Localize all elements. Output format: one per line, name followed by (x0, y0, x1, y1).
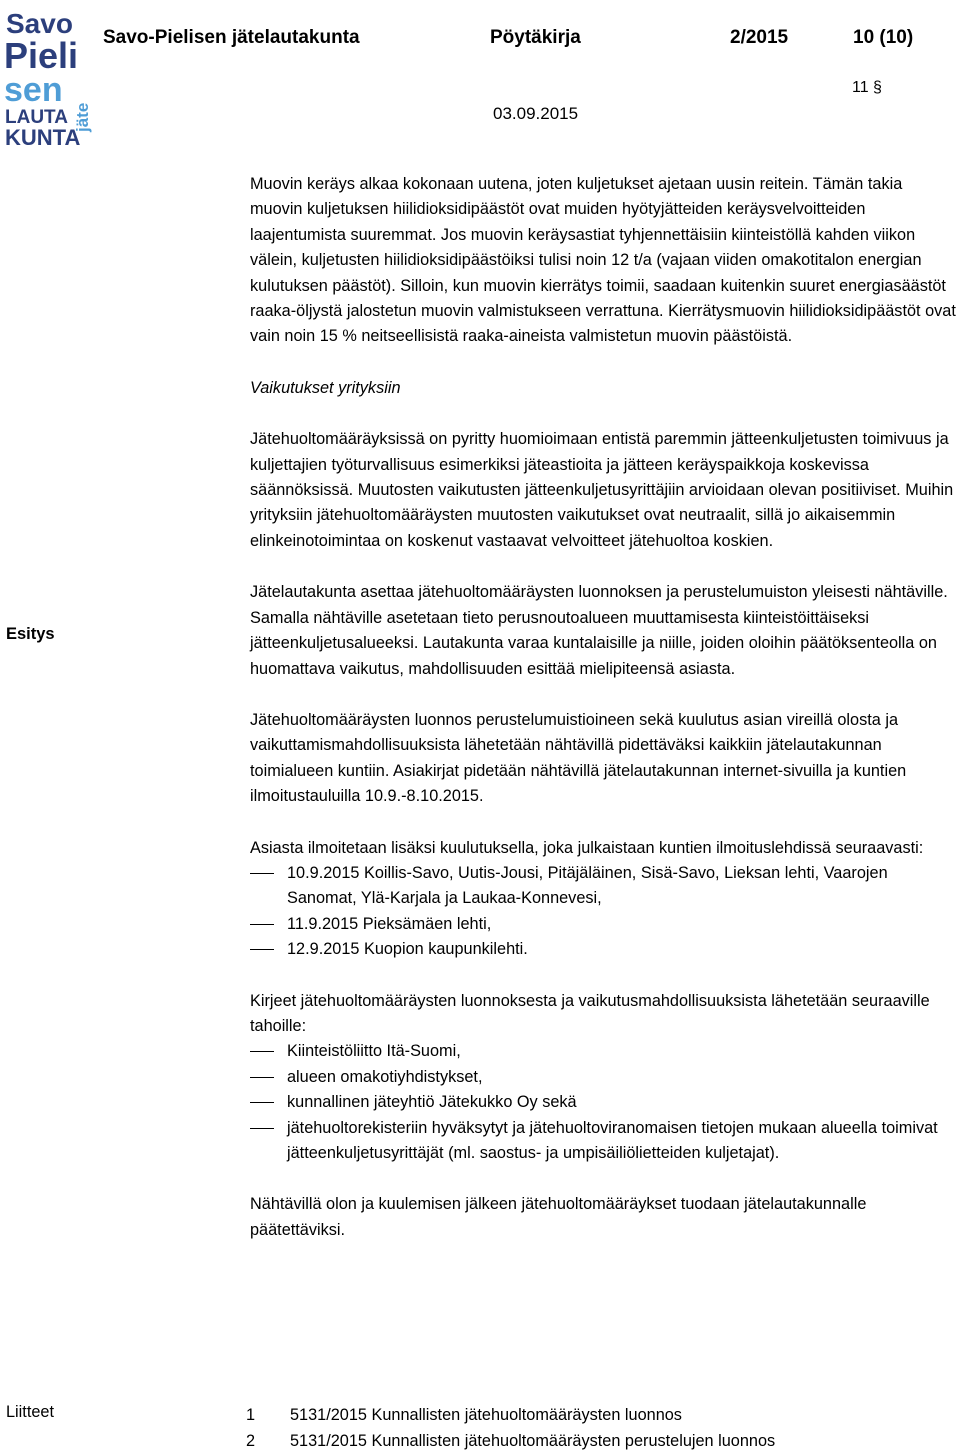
logo-text-pieli: Pieli (4, 35, 78, 76)
attachment-title: 5131/2015 Kunnallisten jätehuoltomääräysten perustelujen luonnos (290, 1432, 775, 1450)
esitys-label: Esitys (6, 625, 55, 644)
newspaper-list (250, 861, 958, 963)
organization-logo (4, 6, 92, 146)
logo-text-lauta: LAUTA (5, 107, 68, 128)
list-item: 11.9.2015 Pieksämäen lehti, (250, 912, 958, 937)
subheading-business-impacts: Vaikutukset yrityksiin (250, 376, 958, 401)
attachment-number: 1 (246, 1403, 290, 1429)
attachments-list (246, 1403, 775, 1454)
list-item: kunnallinen jäteyhtiö Jätekukko Oy sekä (250, 1090, 958, 1115)
attachments-label: Liitteet (6, 1403, 54, 1422)
logo-text-savo: Savo (6, 8, 73, 39)
list-item: 12.9.2015 Kuopion kaupunkilehti. (250, 937, 958, 962)
paragraph-decision: Nähtävillä olon ja kuulemisen jälkeen jätehuoltomääräykset tuodaan jätelautakunnalle päätettäviksi. (250, 1192, 958, 1243)
organization-name: Savo-Pielisen jätelautakunta (103, 27, 360, 49)
recipient-list (250, 1039, 958, 1166)
list-item: jätehuoltorekisteriin hyväksytyt ja jätehuoltoviranomaisen tietojen mukaan alueella toimivat jätteenkuljetusyrittäjät (ml. saostus- ja umpisäiliölietteiden kuljetajat). (250, 1116, 958, 1167)
paragraph-announcement: Asiasta ilmoitetaan lisäksi kuulutuksella, joka julkaistaan kuntien ilmoituslehdissä seuraavasti: (250, 836, 958, 861)
document-number: 2/2015 (730, 27, 788, 49)
paragraph-letters: Kirjeet jätehuoltomääräysten luonnoksesta ja vaikutusmahdollisuuksista lähetetään seuraaville tahoille: (250, 989, 958, 1040)
document-type: Pöytäkirja (490, 27, 581, 49)
attachment-item (246, 1403, 775, 1429)
logo-text-kunta: KUNTA (5, 125, 80, 146)
attachment-title: 5131/2015 Kunnallisten jätehuoltomääräysten luonnos (290, 1406, 682, 1424)
list-item: Kiinteistöliitto Itä-Suomi, (250, 1039, 958, 1064)
document-body (250, 172, 958, 1243)
list-item: 10.9.2015 Koillis-Savo, Uutis-Jousi, Pitäjäläinen, Sisä-Savo, Lieksan lehti, Vaarojen Sanomat, Ylä-Karjala ja Laukaa-Konnevesi, (250, 861, 958, 912)
attachment-number: 2 (246, 1429, 290, 1454)
meeting-date: 03.09.2015 (493, 104, 578, 124)
section-number: 11 § (852, 79, 882, 97)
logo-text-sen: sen (4, 71, 63, 109)
paragraph-public-display: Jätehuoltomääräysten luonnos perustelumuistioineen sekä kuulutus asian vireillä olosta ja vaikuttamismahdollisuuksista lähetetään nähtävillä pidettäväksi kaikkiin jätelautakunnan toimialueen kuntiin. Asiakirjat pidetään nähtävillä jätelautakunnan internet-sivuilla ja kuntien ilmoitustauluilla 10.9.-8.10.2015. (250, 708, 958, 810)
page-number: 10 (10) (853, 27, 913, 49)
paragraph-business-impacts: Jätehuoltomääräyksissä on pyritty huomioimaan entistä paremmin jätteenkuljetusten toimivuus ja kuljettajien työturvallisuus esimerkiksi jäteastioita ja jätteen keräyspaikkoja koskevissa säännöksissä. Muutosten vaikutusten jätteenkuljetusyrittäjiin arvioidaan olevan positiiviset. Muihin yrityksiin jätehuoltomääräysten muutosten vaikutukset ovat neutraalit, sillä jo aikaisemmin elinkeinotoimintaa on koskenut vastaavat velvoitteet jätehuoltoa koskien. (250, 427, 958, 554)
logo-text-jate: jäte (73, 103, 92, 133)
list-item: alueen omakotiyhdistykset, (250, 1065, 958, 1090)
paragraph-proposal: Jätelautakunta asettaa jätehuoltomääräysten luonnoksen ja perustelumuiston yleisesti nähtäville. Samalla nähtäville asetetaan tieto perusnoutoalueen muuttamisesta kiinteistöittäiseksi jätteenkuljetusalueeksi. Lautakunta varaa kuntalaisille ja niille, joiden oloihin päätöksenteolla on huomattava vaikutus, mahdollisuuden esittää mielipiteensä asiasta. (250, 580, 958, 682)
paragraph-plastic-collection: Muovin keräys alkaa kokonaan uutena, joten kuljetukset ajetaan uusin reitein. Tämän takia muovin kuljetuksen hiilidioksidipäästöt ovat muiden hyötyjätteiden keräysvelvoitteiden laajentumista suuremmat. Jos muovin keräysastiat tyhjennettäisiin kiinteistöllä kahden viikon välein, kuljetusten hiilidioksidipäästöiksi tulisi noin 12 t/a (vajaan viiden omakotitalon energian kulutuksen päästöt). Silloin, kun muovin kierrätys toimii, saadaan kuitenkin suuret energiasäästöt raaka-öljystä jalostetun muovin valmistukseen verrattuna. Kierrätysmuovin hiilidioksidipäästöt ovat vain noin 15 % neitseellisistä raaka-aineista valmistetun muovin päästöistä. (250, 172, 958, 350)
attachment-item (246, 1429, 775, 1454)
